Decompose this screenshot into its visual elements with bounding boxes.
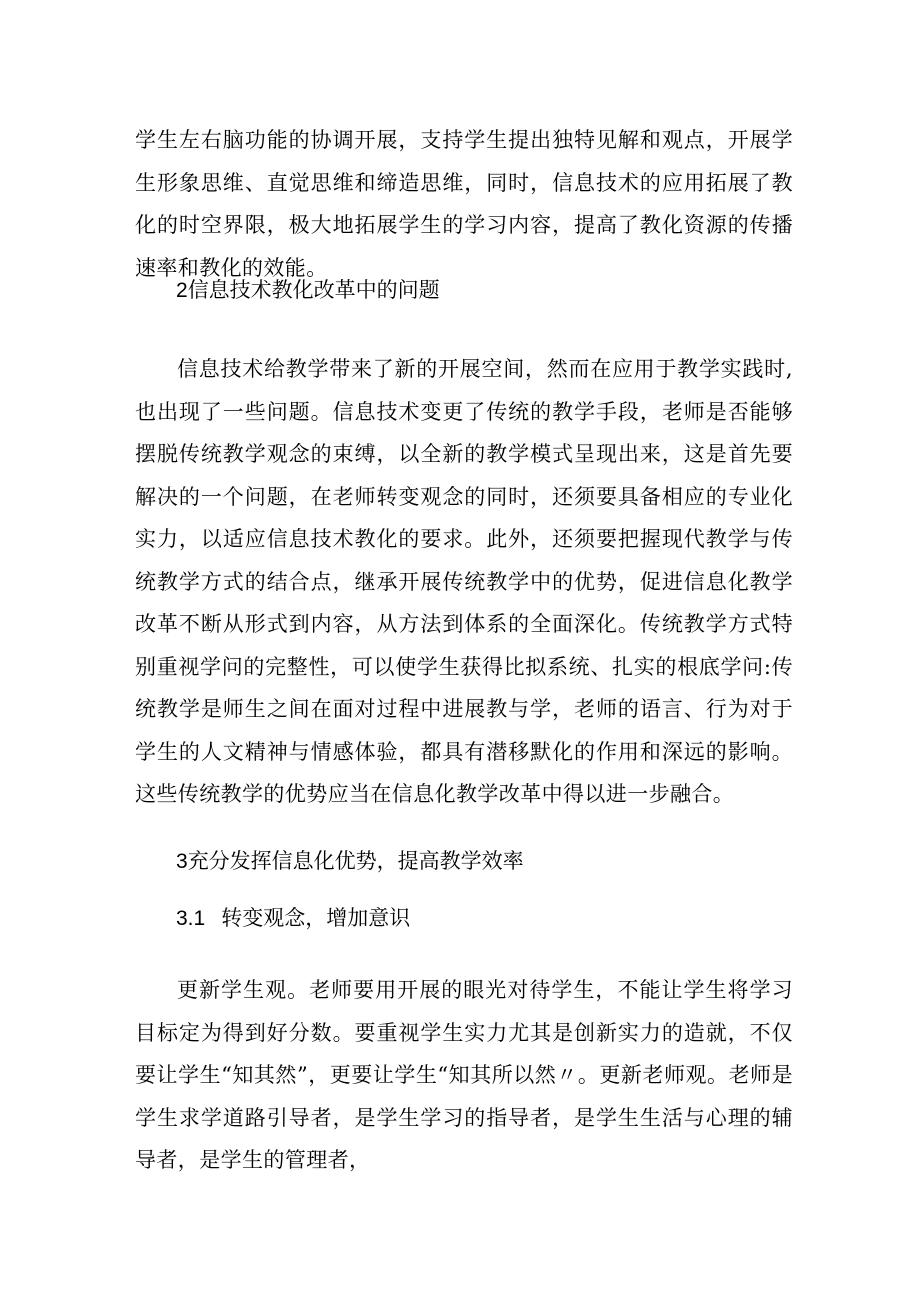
section-number: 2 [176, 279, 188, 302]
section-title: 充分发挥信息化优势，提高教学效率 [187, 849, 524, 873]
body-paragraph-2: 信息技术给教学带来了新的开展空间，然而在应用于教学实践时,也出现了一些问题。信息技术变更了传统的教学手段，老师是否能够摆脱传统教学观念的束缚，以全新的教学模式呈现出来，这是首先要解决的一个问题，在老师转变观念的同时，还须要具备相应的专业化实力，以适应信息技术教化的要求。此外，还须要把握现代教学与传统教学方式的结合点，继承开展传统教学中的优势，促进信息化教学改革不断从形式到内容，从方法到体系的全面深化。传统教学方式特别重视学问的完整性，可以使学生获得比拟系统、扎实的根底学问:传统教学是师生之间在面对过程中进展教与学，老师的语言、行为对于学生的人文精神与情感体验，都具有潜移默化的作用和深远的影响。这些传统教学的优势应当在信息化教学改革中得以进一步融合。 [135, 357, 793, 806]
section-heading-3 [176, 846, 524, 877]
section-title: 信息技术教化改革中的问题 [187, 278, 440, 302]
body-paragraph-1: 学生左右脑功能的协调开展，支持学生提出独特见解和观点，开展学生形象思维、直觉思维和缔造思维，同时，信息技术的应用拓展了教化的时空界限，极大地拓展学生的学习内容，提高了教化资源的传播速率和教化的效能。 [135, 128, 793, 280]
subsection-number: 3.1 [176, 907, 206, 930]
section-heading-2 [176, 275, 440, 306]
subsection-title: 转变观念，增加意识 [221, 906, 411, 930]
body-paragraph-3: 更新学生观。老师要用开展的眼光对待学生，不能让学生将学习目标定为得到好分数。要重视学生实力尤其是创新实力的造就，不仅要让学生“知其然”，更要让学生“知其所以然〃。更新老师观。老师是学生求学道路引导者，是学生学习的指导者，是学生生活与心理的辅导者，是学生的管理者， [135, 978, 793, 1172]
section-number: 3 [176, 850, 188, 873]
subsection-heading-3-1 [176, 903, 410, 934]
